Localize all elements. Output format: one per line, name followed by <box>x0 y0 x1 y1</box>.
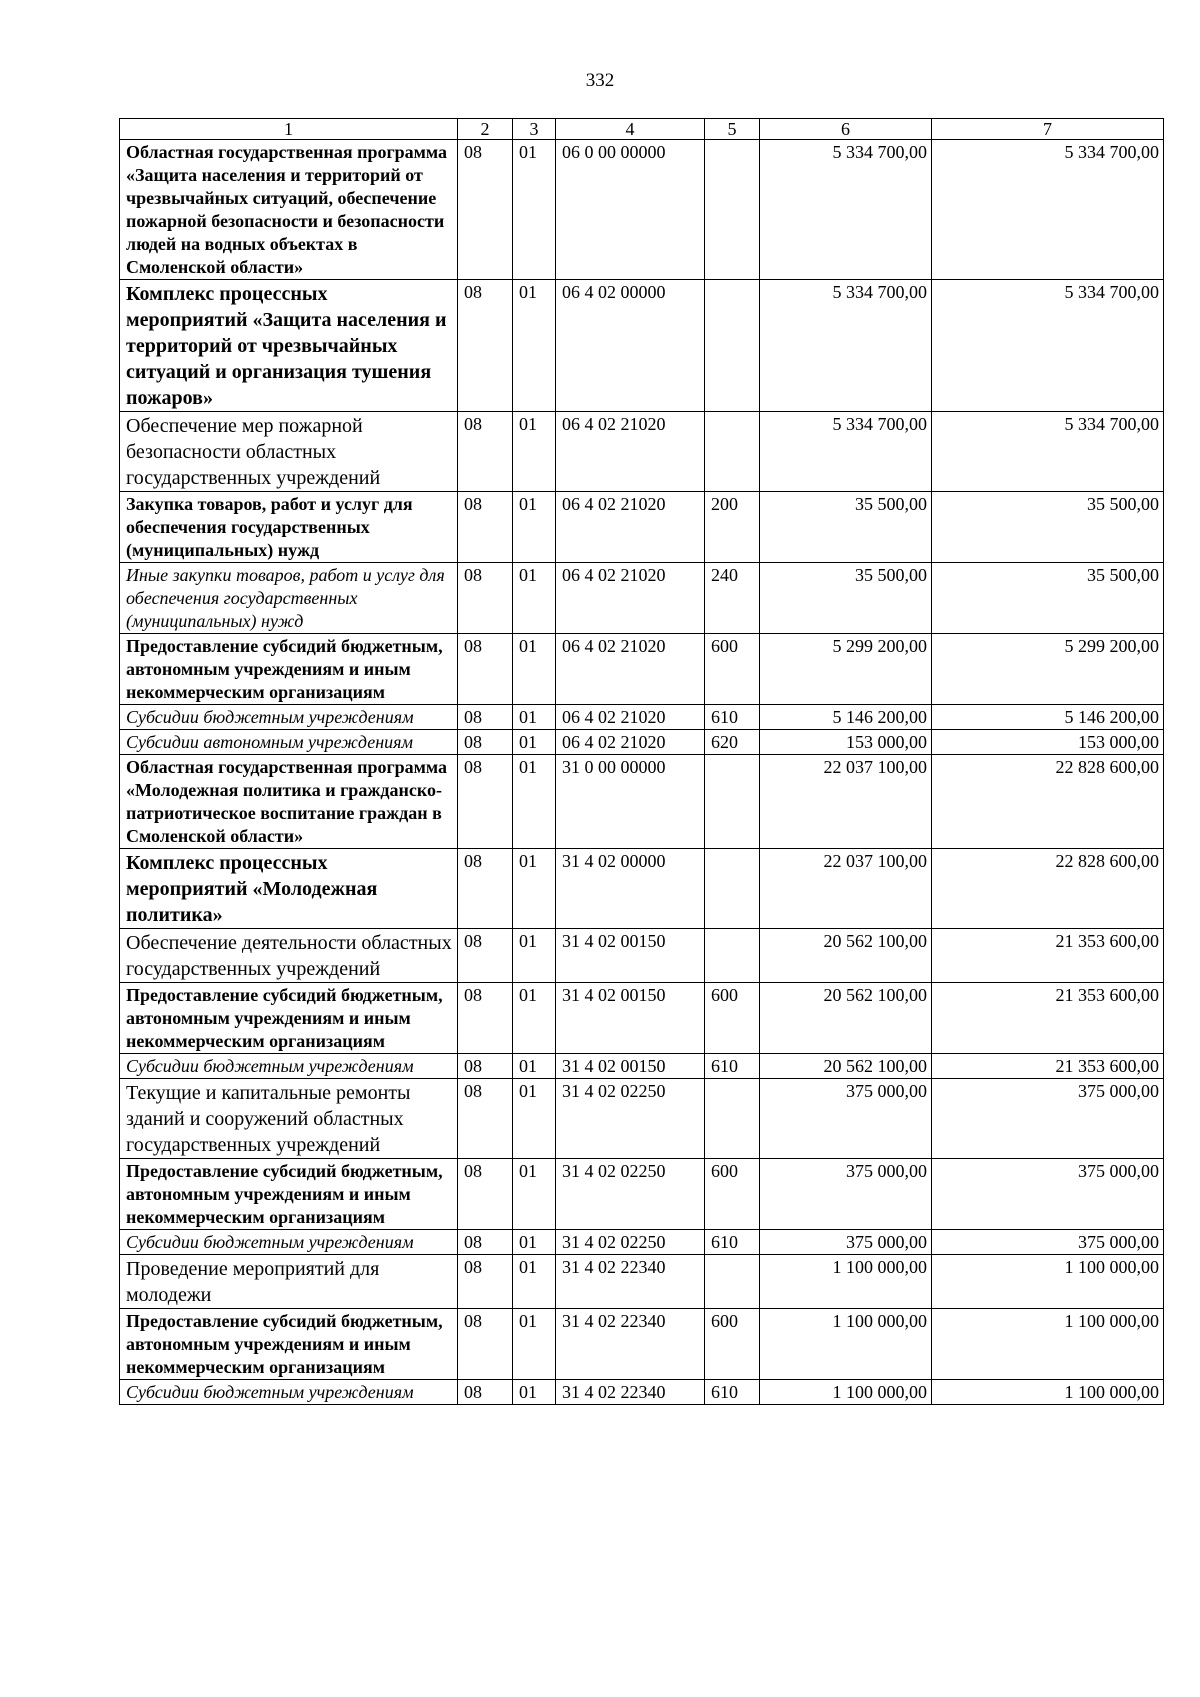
table-row <box>120 1079 1164 1159</box>
row-name-cell: Областная государственная программа «Молодежная политика и гражданско-патриотическое воспитание граждан в Смоленской области» <box>120 755 458 849</box>
subsection-code-cell: 01 <box>513 1230 556 1255</box>
expense-type-cell: 600 <box>705 983 760 1054</box>
row-name-cell: Предоставление субсидий бюджетным, автономным учреждениям и иным некоммерческим организациям <box>120 1159 458 1230</box>
subsection-code-cell: 01 <box>513 1054 556 1079</box>
row-name-cell: Комплекс процессных мероприятий «Защита населения и территорий от чрезвычайных ситуаций и организация тушения пожаров» <box>120 280 458 412</box>
amount-year1-cell: 20 562 100,00 <box>760 1054 932 1079</box>
column-header: 1 <box>120 119 458 140</box>
table-body <box>120 140 1164 1405</box>
expense-type-cell <box>705 1079 760 1159</box>
row-name-cell: Субсидии бюджетным учреждениям <box>120 1054 458 1079</box>
row-name-cell: Проведение мероприятий для молодежи <box>120 1255 458 1309</box>
expense-type-cell <box>705 849 760 929</box>
expense-type-cell: 610 <box>705 1230 760 1255</box>
row-name-cell: Субсидии бюджетным учреждениям <box>120 1380 458 1405</box>
target-article-cell: 31 4 02 02250 <box>556 1230 705 1255</box>
amount-year2-cell: 1 100 000,00 <box>932 1309 1164 1380</box>
table-row <box>120 849 1164 929</box>
row-name-cell: Субсидии бюджетным учреждениям <box>120 705 458 730</box>
amount-year1-cell: 20 562 100,00 <box>760 929 932 983</box>
amount-year2-cell: 21 353 600,00 <box>932 983 1164 1054</box>
amount-year2-cell: 375 000,00 <box>932 1079 1164 1159</box>
amount-year1-cell: 5 146 200,00 <box>760 705 932 730</box>
row-name-cell: Субсидии бюджетным учреждениям <box>120 1230 458 1255</box>
amount-year1-cell: 5 334 700,00 <box>760 280 932 412</box>
amount-year2-cell: 21 353 600,00 <box>932 1054 1164 1079</box>
target-article-cell: 06 4 02 21020 <box>556 563 705 634</box>
section-code-cell: 08 <box>458 1159 513 1230</box>
section-code-cell: 08 <box>458 1079 513 1159</box>
amount-year2-cell: 375 000,00 <box>932 1230 1164 1255</box>
expense-type-cell: 610 <box>705 705 760 730</box>
table-row <box>120 1230 1164 1255</box>
amount-year1-cell: 35 500,00 <box>760 492 932 563</box>
row-name-cell: Закупка товаров, работ и услуг для обеспечения государственных (муниципальных) нужд <box>120 492 458 563</box>
expense-type-cell <box>705 140 760 280</box>
section-code-cell: 08 <box>458 140 513 280</box>
expense-type-cell: 600 <box>705 1309 760 1380</box>
table-row <box>120 634 1164 705</box>
target-article-cell: 06 4 02 00000 <box>556 280 705 412</box>
expense-type-cell <box>705 412 760 492</box>
subsection-code-cell: 01 <box>513 412 556 492</box>
section-code-cell: 08 <box>458 705 513 730</box>
target-article-cell: 31 4 02 00150 <box>556 929 705 983</box>
target-article-cell: 06 4 02 21020 <box>556 730 705 755</box>
target-article-cell: 06 4 02 21020 <box>556 492 705 563</box>
table-row <box>120 140 1164 280</box>
page-number: 332 <box>585 70 615 91</box>
subsection-code-cell: 01 <box>513 849 556 929</box>
table-row <box>120 730 1164 755</box>
amount-year2-cell: 1 100 000,00 <box>932 1255 1164 1309</box>
expense-type-cell: 610 <box>705 1380 760 1405</box>
table-row <box>120 1255 1164 1309</box>
header-row <box>120 119 1164 140</box>
section-code-cell: 08 <box>458 1255 513 1309</box>
target-article-cell: 31 4 02 00150 <box>556 1054 705 1079</box>
amount-year1-cell: 5 334 700,00 <box>760 140 932 280</box>
section-code-cell: 08 <box>458 929 513 983</box>
column-header: 5 <box>705 119 760 140</box>
subsection-code-cell: 01 <box>513 755 556 849</box>
table-row <box>120 755 1164 849</box>
amount-year2-cell: 35 500,00 <box>932 492 1164 563</box>
subsection-code-cell: 01 <box>513 280 556 412</box>
subsection-code-cell: 01 <box>513 1159 556 1230</box>
amount-year1-cell: 153 000,00 <box>760 730 932 755</box>
amount-year1-cell: 1 100 000,00 <box>760 1255 932 1309</box>
row-name-cell: Текущие и капитальные ремонты зданий и сооружений областных государственных учреждений <box>120 1079 458 1159</box>
target-article-cell: 31 0 00 00000 <box>556 755 705 849</box>
amount-year1-cell: 22 037 100,00 <box>760 849 932 929</box>
table-row <box>120 1054 1164 1079</box>
table-row <box>120 1309 1164 1380</box>
subsection-code-cell: 01 <box>513 1255 556 1309</box>
row-name-cell: Предоставление субсидий бюджетным, автономным учреждениям и иным некоммерческим организациям <box>120 1309 458 1380</box>
amount-year1-cell: 20 562 100,00 <box>760 983 932 1054</box>
row-name-cell: Субсидии автономным учреждениям <box>120 730 458 755</box>
target-article-cell: 31 4 02 00000 <box>556 849 705 929</box>
target-article-cell: 31 4 02 02250 <box>556 1159 705 1230</box>
target-article-cell: 31 4 02 22340 <box>556 1380 705 1405</box>
table-row <box>120 492 1164 563</box>
expense-type-cell: 240 <box>705 563 760 634</box>
row-name-cell: Предоставление субсидий бюджетным, автономным учреждениям и иным некоммерческим организациям <box>120 983 458 1054</box>
target-article-cell: 31 4 02 00150 <box>556 983 705 1054</box>
expense-type-cell: 610 <box>705 1054 760 1079</box>
amount-year1-cell: 5 299 200,00 <box>760 634 932 705</box>
section-code-cell: 08 <box>458 849 513 929</box>
row-name-cell: Областная государственная программа «Защита населения и территорий от чрезвычайных ситуаций, обеспечение пожарной безопасности и безопасности людей на водных объектах в Смоленской области» <box>120 140 458 280</box>
subsection-code-cell: 01 <box>513 705 556 730</box>
amount-year1-cell: 5 334 700,00 <box>760 412 932 492</box>
target-article-cell: 31 4 02 22340 <box>556 1255 705 1309</box>
expense-type-cell: 200 <box>705 492 760 563</box>
column-header: 6 <box>760 119 932 140</box>
row-name-cell: Обеспечение деятельности областных государственных учреждений <box>120 929 458 983</box>
budget-table <box>119 118 1164 1405</box>
subsection-code-cell: 01 <box>513 563 556 634</box>
column-header: 4 <box>556 119 705 140</box>
amount-year2-cell: 5 299 200,00 <box>932 634 1164 705</box>
target-article-cell: 06 4 02 21020 <box>556 634 705 705</box>
amount-year1-cell: 375 000,00 <box>760 1159 932 1230</box>
section-code-cell: 08 <box>458 1380 513 1405</box>
expense-type-cell: 600 <box>705 1159 760 1230</box>
amount-year2-cell: 35 500,00 <box>932 563 1164 634</box>
amount-year2-cell: 5 334 700,00 <box>932 412 1164 492</box>
amount-year1-cell: 22 037 100,00 <box>760 755 932 849</box>
table-row <box>120 1159 1164 1230</box>
amount-year1-cell: 1 100 000,00 <box>760 1309 932 1380</box>
row-name-cell: Предоставление субсидий бюджетным, автономным учреждениям и иным некоммерческим организациям <box>120 634 458 705</box>
amount-year1-cell: 35 500,00 <box>760 563 932 634</box>
target-article-cell: 31 4 02 22340 <box>556 1309 705 1380</box>
section-code-cell: 08 <box>458 1230 513 1255</box>
section-code-cell: 08 <box>458 412 513 492</box>
subsection-code-cell: 01 <box>513 492 556 563</box>
column-header: 2 <box>458 119 513 140</box>
amount-year2-cell: 375 000,00 <box>932 1159 1164 1230</box>
amount-year2-cell: 153 000,00 <box>932 730 1164 755</box>
amount-year1-cell: 375 000,00 <box>760 1079 932 1159</box>
amount-year1-cell: 1 100 000,00 <box>760 1380 932 1405</box>
table-row <box>120 983 1164 1054</box>
amount-year2-cell: 22 828 600,00 <box>932 849 1164 929</box>
table-row <box>120 280 1164 412</box>
section-code-cell: 08 <box>458 563 513 634</box>
subsection-code-cell: 01 <box>513 983 556 1054</box>
expense-type-cell <box>705 929 760 983</box>
expense-type-cell <box>705 755 760 849</box>
row-name-cell: Обеспечение мер пожарной безопасности областных государственных учреждений <box>120 412 458 492</box>
amount-year2-cell: 5 146 200,00 <box>932 705 1164 730</box>
subsection-code-cell: 01 <box>513 1380 556 1405</box>
subsection-code-cell: 01 <box>513 730 556 755</box>
amount-year2-cell: 1 100 000,00 <box>932 1380 1164 1405</box>
target-article-cell: 31 4 02 02250 <box>556 1079 705 1159</box>
amount-year2-cell: 21 353 600,00 <box>932 929 1164 983</box>
section-code-cell: 08 <box>458 983 513 1054</box>
subsection-code-cell: 01 <box>513 1309 556 1380</box>
subsection-code-cell: 01 <box>513 634 556 705</box>
target-article-cell: 06 4 02 21020 <box>556 412 705 492</box>
table-row <box>120 563 1164 634</box>
amount-year2-cell: 5 334 700,00 <box>932 140 1164 280</box>
expense-type-cell <box>705 280 760 412</box>
expense-type-cell: 620 <box>705 730 760 755</box>
subsection-code-cell: 01 <box>513 140 556 280</box>
amount-year2-cell: 5 334 700,00 <box>932 280 1164 412</box>
column-header: 7 <box>932 119 1164 140</box>
subsection-code-cell: 01 <box>513 1079 556 1159</box>
section-code-cell: 08 <box>458 1309 513 1380</box>
section-code-cell: 08 <box>458 634 513 705</box>
row-name-cell: Иные закупки товаров, работ и услуг для обеспечения государственных (муниципальных) нужд <box>120 563 458 634</box>
section-code-cell: 08 <box>458 492 513 563</box>
amount-year2-cell: 22 828 600,00 <box>932 755 1164 849</box>
target-article-cell: 06 4 02 21020 <box>556 705 705 730</box>
table-row <box>120 705 1164 730</box>
row-name-cell: Комплекс процессных мероприятий «Молодежная политика» <box>120 849 458 929</box>
subsection-code-cell: 01 <box>513 929 556 983</box>
expense-type-cell <box>705 1255 760 1309</box>
section-code-cell: 08 <box>458 280 513 412</box>
section-code-cell: 08 <box>458 730 513 755</box>
table-row <box>120 929 1164 983</box>
section-code-cell: 08 <box>458 755 513 849</box>
amount-year1-cell: 375 000,00 <box>760 1230 932 1255</box>
section-code-cell: 08 <box>458 1054 513 1079</box>
table-row <box>120 412 1164 492</box>
target-article-cell: 06 0 00 00000 <box>556 140 705 280</box>
table-row <box>120 1380 1164 1405</box>
expense-type-cell: 600 <box>705 634 760 705</box>
column-header: 3 <box>513 119 556 140</box>
